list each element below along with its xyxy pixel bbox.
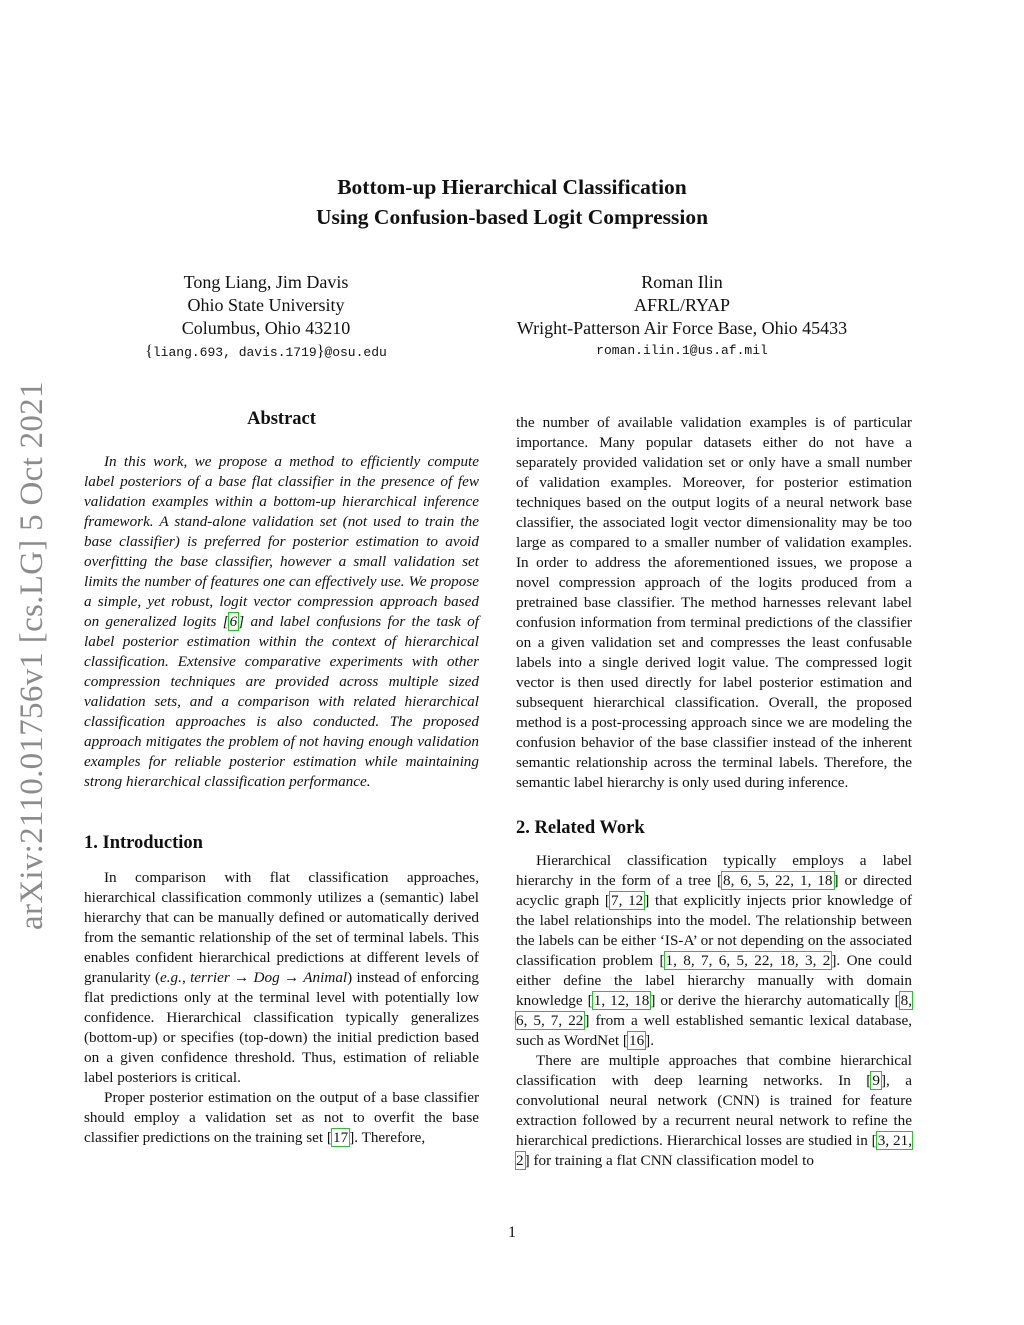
author-names: Roman Ilin <box>641 272 723 292</box>
page-number: 1 <box>508 1224 516 1241</box>
related-work-paragraph-1: Hierarchical classification typically employs a label hierarchy in the form of a tree [8, 6, 5, 22, 1, 18] or directed acyclic graph [7, 12] that explicitly injects prior knowledge of the label relationships into the model. The relationship between the labels can be either ‘IS-A’ or not depending on the associated classification problem [1, 8, 7, 6, 5, 22, 18, 3, 2]. One could either define the label hierarchy manually with domain knowledge [1, 12, 18] or derive the hierarchy automatically [8, 6, 5, 7, 22] from a well established semantic lexical database, such as WordNet [16]. <box>516 852 913 1049</box>
title-line-1: Bottom-up Hierarchical Classification <box>337 175 687 199</box>
author-address: Columbus, Ohio 43210 <box>181 318 351 338</box>
citation-link[interactable]: 8, 6, 5, 7, 22 <box>516 992 913 1029</box>
related-work-heading: 2. Related Work <box>516 818 645 838</box>
introduction-heading: 1. Introduction <box>84 833 203 853</box>
intro-continued-paragraph: the number of available validation examples is of particular importance. Many popular datasets either do not have a separately provided validation set or only have a small number of validation examples. Moreover, for posterior estimation techniques based on the output logits of a neural network base classifier, the associated logit vector dimensionality may be too large as compared to a smaller number of validation examples. In order to address the aforementioned issues, we propose a novel compression approach of the logits produced from a pretrained base classifier. The method harnesses relevant label confusion information from terminal predictions of the classifier on a given validation set and compresses the least confusable labels into a single derived logit value. The compressed logit vector is then used directly for label posterior estimation and subsequent hierarchical classification. Overall, the proposed method is a post-processing approach since we are modeling the confusion behavior of the base classifier instead of the inherent semantic relationship across the terminal labels. Therefore, the semantic label hierarchy is only used during inference. <box>516 414 912 791</box>
citation-link[interactable]: 1, 8, 7, 6, 5, 22, 18, 3, 2 <box>665 952 831 969</box>
citation-link[interactable]: 8, 6, 5, 22, 1, 18 <box>723 872 833 889</box>
citation-link[interactable]: 7, 12 <box>611 892 644 909</box>
right-column <box>516 413 912 1171</box>
intro-paragraph-1: In comparison with flat classification approaches, hierarchical classification commonly utilizes a (semantic) label hierarchy that can be manually defined or automatically derived from the semantic relationship of the set of terminal labels. This enables confident hierarchical predictions at different levels of granularity (e.g., terrier → Dog → Animal) instead of enforcing flat predictions only at the terminal level with potentially low confidence. Hierarchical classification typically generalizes (bottom-up) or specifies (top-down) the initial prediction based on a given confidence threshold. Thus, estimation of reliable label posteriors is critical. <box>84 869 480 1086</box>
related-work-paragraph-2: There are multiple approaches that combine hierarchical classification with deep learning networks. In [9], a convolutional neural network (CNN) is trained for feature extraction followed by a recurrent neural network to refine the hierarchical predictions. Hierarchical losses are studied in [3, 21, 2] for training a flat CNN classification model to <box>516 1052 912 1169</box>
citation-link[interactable]: 16 <box>628 1032 645 1049</box>
left-column <box>84 408 479 1148</box>
citation-link[interactable]: 3, 21, 2 <box>516 1132 912 1169</box>
citation-link[interactable]: 9 <box>872 1072 880 1089</box>
author-affiliation: Ohio State University <box>187 295 345 315</box>
arxiv-identifier: arXiv:2110.01756v1 [cs.LG] 5 Oct 2021 <box>14 381 50 930</box>
author-email[interactable]: {liang.693, davis.1719}@osu.edu <box>145 343 387 360</box>
abstract-text: In this work, we propose a method to efficiently compute label posteriors of a base flat classifier in the presence of few validation examples within a bottom-up hierarchical inference framework. A stand-alone validation set (not used to train the base classifier) is preferred for posterior estimation to avoid overfitting the base classifier, however a small validation set limits the number of features one can effectively use. We propose a simple, yet robust, logit vector compression approach based on generalized logits [6] and label confusions for the task of label posterior estimation within the context of hierarchical classification. Extensive comparative experiments with other compression techniques are provided across multiple sized validation sets, and a comparison with related hierarchical classification approaches is also conducted. The proposed approach mitigates the problem of not having enough validation examples for reliable posterior estimation while maintaining strong hierarchical classification performance. <box>84 453 479 790</box>
citation-link[interactable]: 6 <box>229 613 238 630</box>
title-line-2: Using Confusion-based Logit Compression <box>315 205 709 229</box>
author-block-1 <box>136 271 396 361</box>
author-affiliation: AFRL/RYAP <box>633 295 731 315</box>
abstract-heading: Abstract <box>247 409 316 429</box>
author-email[interactable]: roman.ilin.1@us.af.mil <box>596 343 768 358</box>
paper-title <box>0 172 1024 232</box>
author-address: Wright-Patterson Air Force Base, Ohio 45433 <box>516 318 848 338</box>
author-names: Tong Liang, Jim Davis <box>183 272 349 292</box>
intro-paragraph-2: Proper posterior estimation on the output of a base classifier should employ a validation set as not to overfit the base classifier predictions on the training set [17]. Therefore, <box>84 1089 479 1146</box>
citation-link[interactable]: 17 <box>333 1129 349 1146</box>
citation-link[interactable]: 1, 12, 18 <box>593 992 650 1009</box>
author-block-2 <box>482 271 882 358</box>
